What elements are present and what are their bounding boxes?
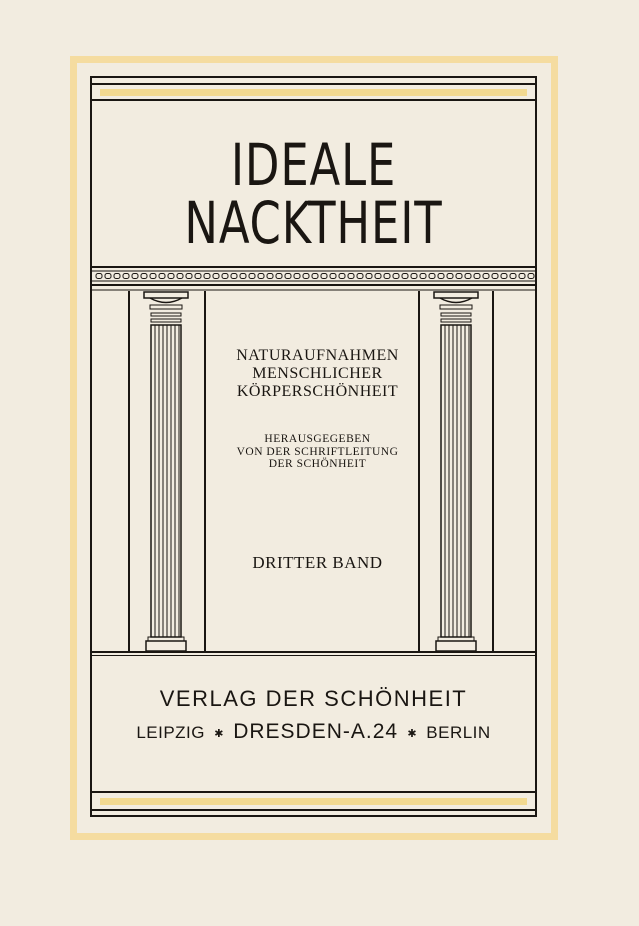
publisher-cities [92,720,535,744]
base-rule [92,651,535,653]
subtitle-line-2: MENSCHLICHER [252,365,383,382]
bottom-rule [92,791,535,793]
panel-right-outer-line [492,291,494,651]
city-dresden: DRESDEN-A.24 [233,720,399,743]
subtitle-line-3: KÖRPERSCHÖNHEIT [236,383,399,400]
editor-block [200,433,435,471]
top-rule [92,83,535,85]
book-title: IDEALE NACKTHEIT [184,131,443,257]
base-rule-thin [92,655,535,656]
panel-left-outer-line [128,291,130,651]
volume-label: DRITTER BAND [252,553,383,572]
panel-left-inner-line [204,291,206,651]
bottom-yellow-band [100,798,527,805]
subtitle-block [200,347,435,401]
architrave-frieze [92,266,535,292]
city-berlin: BERLIN [426,723,491,742]
right-column-illustration [430,291,486,653]
editor-line-2: VON DER SCHRIFTLEITUNG [236,445,399,458]
top-rule-lower [92,99,535,101]
bottom-rule-lower [92,809,535,811]
star-separator-icon: ✱ [407,728,418,741]
left-column-illustration [140,291,196,653]
editor-line-3: DER SCHÖNHEIT [268,458,367,470]
editor-line-1: HERAUSGEGEBEN [264,433,371,445]
top-yellow-band [100,89,527,96]
publisher-name: VERLAG DER SCHÖNHEIT [159,686,468,711]
subtitle-line-1: NATURAUFNAHMEN [236,347,399,364]
star-separator-icon: ✱ [214,728,224,741]
bead-molding [96,274,534,279]
city-leipzig: LEIPZIG [136,723,205,742]
panel-right-inner-line [418,291,420,651]
